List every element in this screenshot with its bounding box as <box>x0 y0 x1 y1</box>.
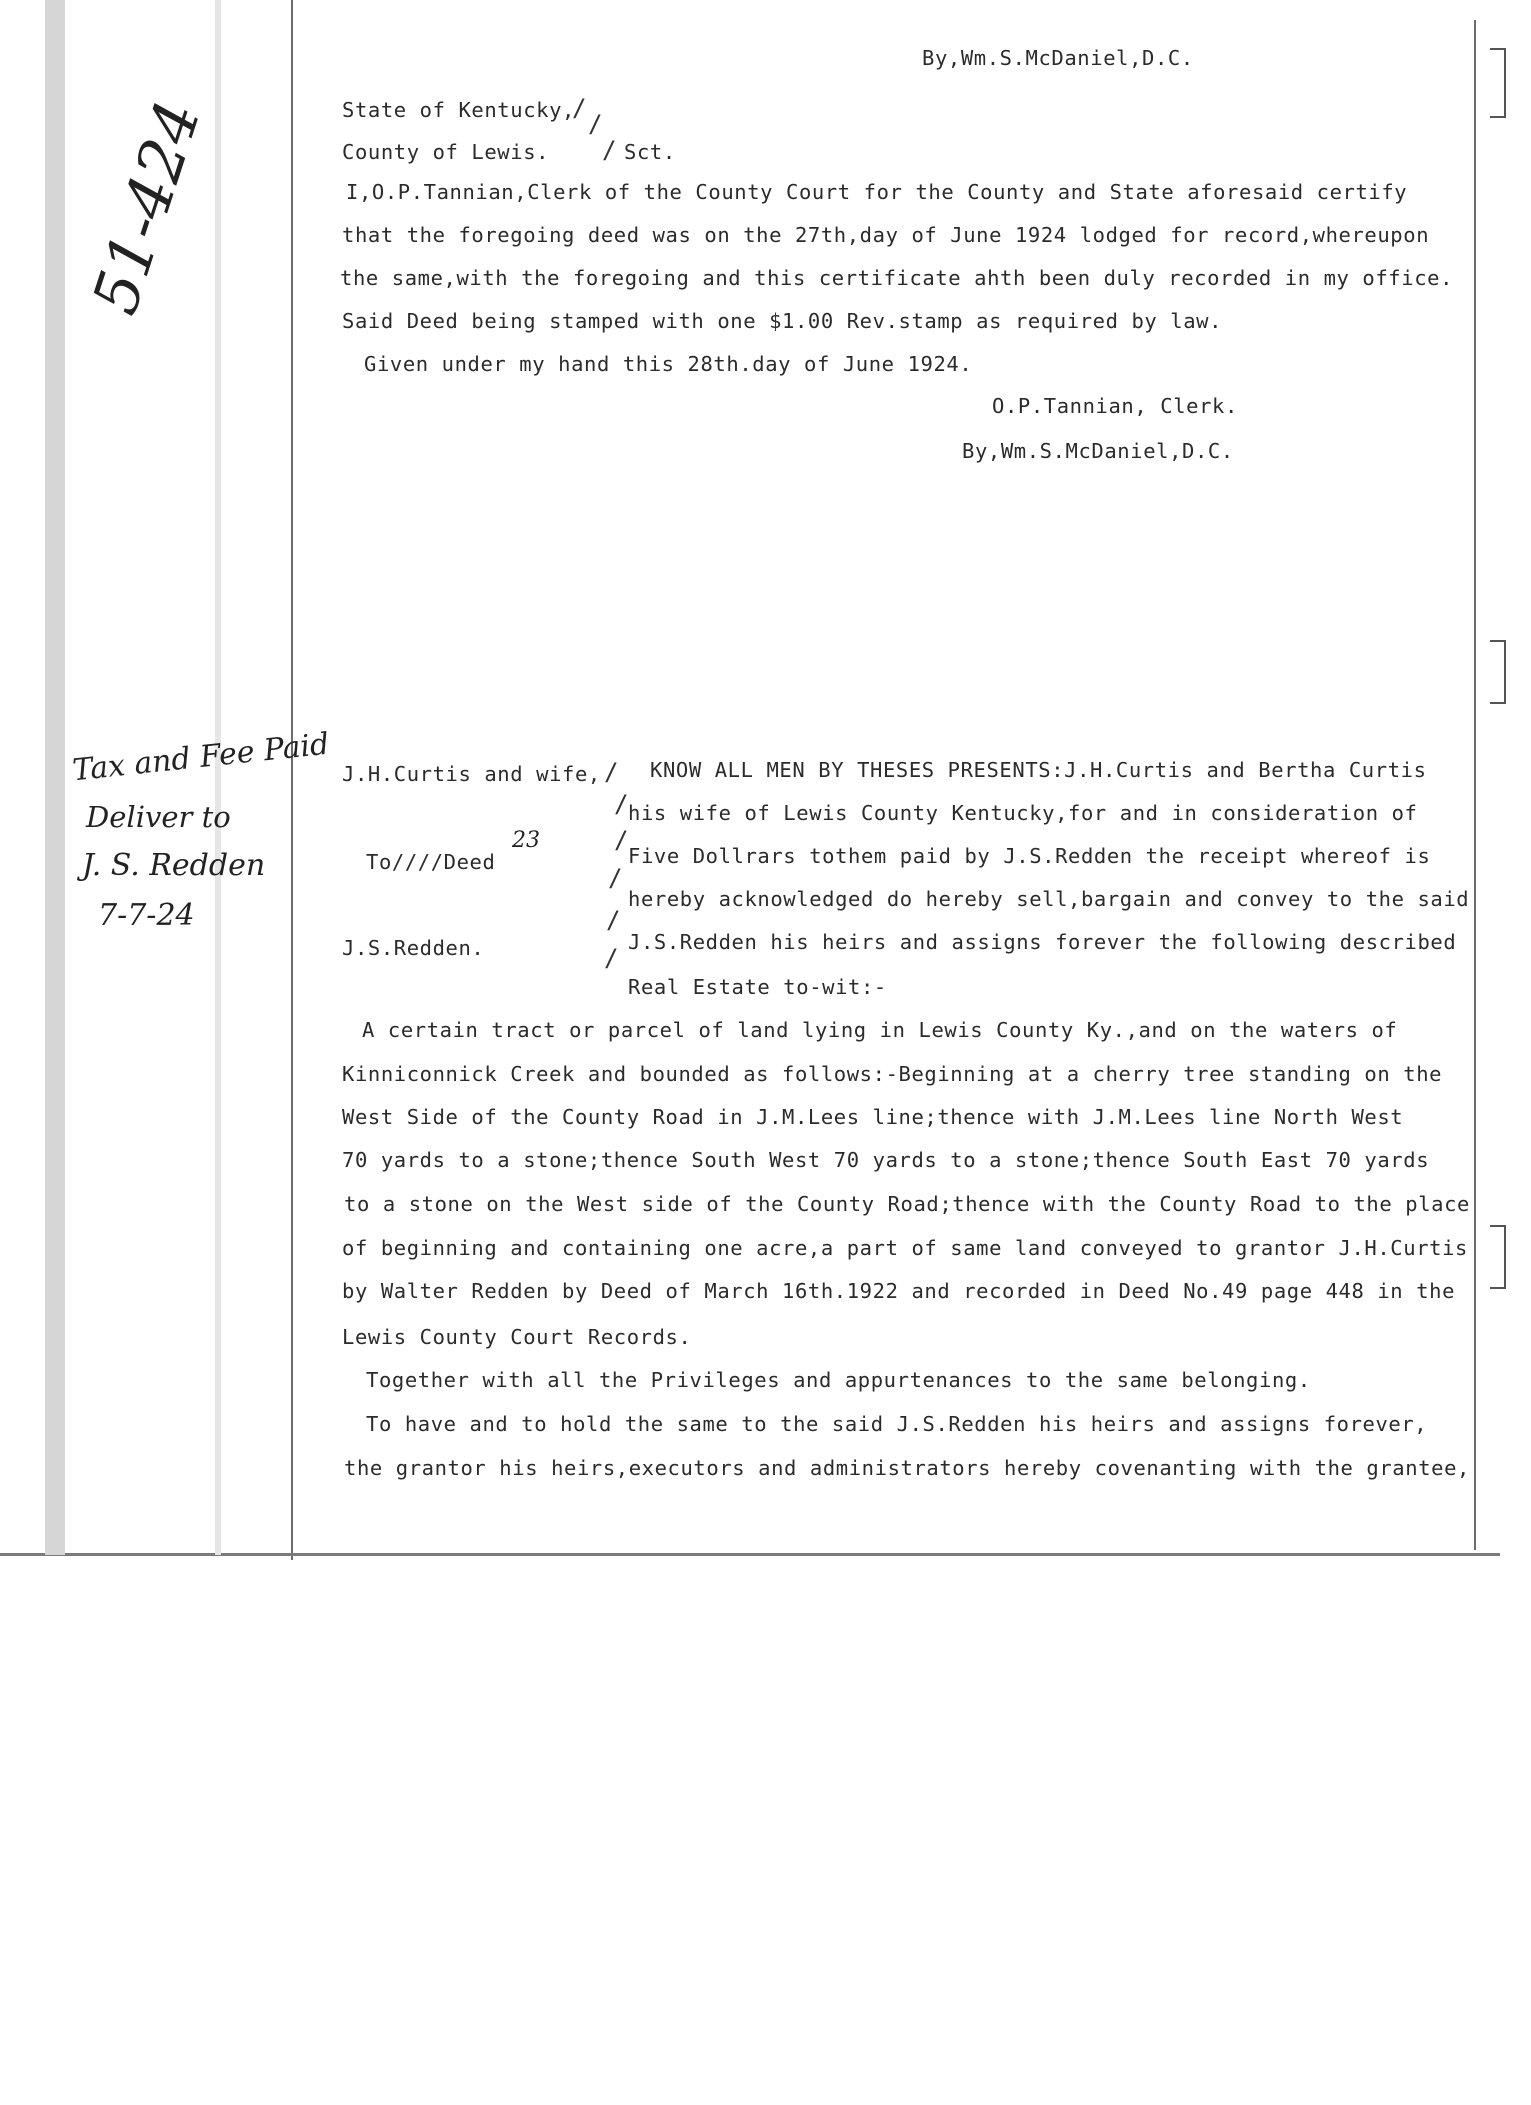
bracket-slash: / <box>614 826 629 854</box>
certificate-line: I,O.P.Tannian,Clerk of the County Court for the County and State aforesaid certify <box>346 180 1408 204</box>
deed-body-line: West Side of the County Road in J.M.Lees line;thence with J.M.Lees line North West <box>342 1105 1404 1129</box>
binding-clip-bottom <box>1490 1225 1506 1289</box>
deed-mark-handwritten: 23 <box>512 828 540 853</box>
deliver-date-note: 7-7-24 <box>98 898 195 933</box>
binding-clip-top <box>1490 48 1506 118</box>
deed-body-line: 70 yards to a stone;thence South West 70 yards to a stone;thence South East 70 yards <box>342 1148 1430 1172</box>
state-line: State of Kentucky, <box>342 98 575 122</box>
bracket-slash: / <box>608 864 623 892</box>
deed-intro-line: KNOW ALL MEN BY THESES PRESENTS:J.H.Curtis and Bertha Curtis <box>650 758 1427 782</box>
bracket-slash: / <box>606 906 621 934</box>
bracket-slash: / <box>572 94 587 122</box>
scan-shadow-edge-inner <box>215 0 221 1555</box>
page-bottom-rule <box>0 1553 1500 1556</box>
bracket-slash: / <box>604 944 619 972</box>
deed-body-line: the grantor his heirs,executors and administrators hereby covenanting with the grantee, <box>344 1456 1470 1480</box>
certificate-line: Said Deed being stamped with one $1.00 Rev.stamp as required by law. <box>342 309 1223 333</box>
deed-intro-line: hereby acknowledged do hereby sell,bargain and convey to the said <box>628 887 1470 911</box>
deed-body-line: to a stone on the West side of the County Road;thence with the County Road to the place <box>344 1192 1470 1216</box>
binding-clip-middle <box>1490 640 1506 704</box>
county-line: County of Lewis. <box>342 140 550 164</box>
deed-body-line: Lewis County Court Records. <box>342 1325 692 1349</box>
tax-paid-note: Tax and Fee Paid <box>70 726 331 789</box>
certificate-line: Given under my hand this 28th.day of June 1924. <box>364 352 973 376</box>
party-to-deed: To////Deed <box>366 850 496 874</box>
deed-intro-line: Five Dollrars tothem paid by J.S.Redden the receipt whereof is <box>628 844 1431 868</box>
deed-intro-line: Real Estate to-wit:- <box>628 975 887 999</box>
certificate-line: that the foregoing deed was on the 27th,day of June 1924 lodged for record,whereupon <box>342 223 1430 247</box>
deed-body-line: by Walter Redden by Deed of March 16th.1922 and recorded in Deed No.49 page 448 in the <box>342 1279 1456 1303</box>
deed-intro-line: his wife of Lewis County Kentucky,for and in consideration of <box>628 801 1418 825</box>
margin-rule-left <box>291 0 293 1560</box>
bracket-slash: / <box>588 110 603 138</box>
deed-body-line: of beginning and containing one acre,a part of same land conveyed to grantor J.H.Curtis <box>342 1236 1468 1260</box>
party-grantee: J.S.Redden. <box>342 936 485 960</box>
scan-shadow-edge <box>45 0 65 1555</box>
bracket-slash: / <box>604 758 619 786</box>
deed-body-line: Together with all the Privileges and appurtenances to the same belonging. <box>366 1368 1311 1392</box>
margin-rule-right <box>1474 20 1476 1550</box>
deed-intro-line: J.S.Redden his heirs and assigns forever the following described <box>628 930 1457 954</box>
deed-body-line: Kinniconnick Creek and bounded as follows:-Beginning at a cherry tree standing on the <box>342 1062 1443 1086</box>
party-grantor: J.H.Curtis and wife, <box>342 762 601 786</box>
deed-body-line: A certain tract or parcel of land lying in Lewis County Ky.,and on the waters of <box>362 1018 1398 1042</box>
deed-body-line: To have and to hold the same to the said J.S.Redden his heirs and assigns forever, <box>366 1412 1428 1436</box>
certificate-line: the same,with the foregoing and this certificate ahth been duly recorded in my office. <box>340 266 1454 290</box>
deputy-signature: By,Wm.S.McDaniel,D.C. <box>962 439 1234 463</box>
deliver-name-note: J. S. Redden <box>82 848 266 883</box>
deliver-note: Deliver to <box>86 800 231 834</box>
clerk-signature: O.P.Tannian, Clerk. <box>992 394 1238 418</box>
sct-label: Sct. <box>624 140 676 164</box>
bracket-slash: / <box>602 136 617 164</box>
record-number-handwritten: 51-424 <box>78 92 215 323</box>
header-signature: By,Wm.S.McDaniel,D.C. <box>922 46 1194 70</box>
bracket-slash: / <box>614 790 629 818</box>
